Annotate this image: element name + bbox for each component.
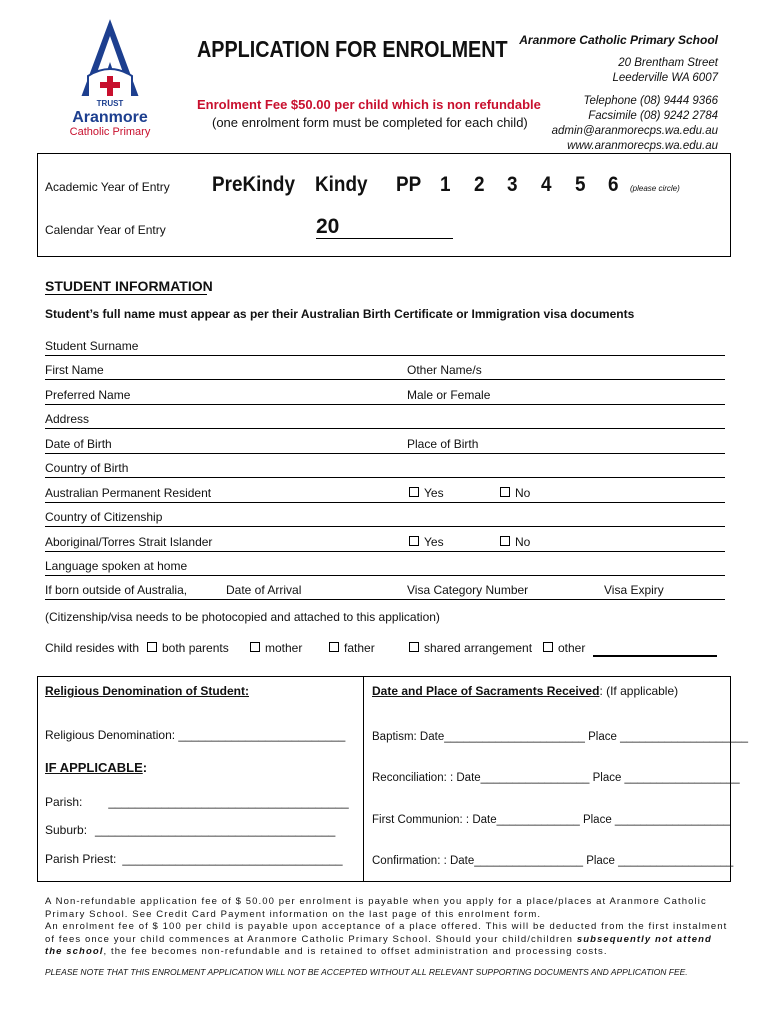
child-resides-row: [45, 641, 725, 657]
resides-father-option[interactable]: father: [329, 641, 375, 655]
resides-shared-option[interactable]: shared arrangement: [409, 641, 532, 655]
fee-subnote: (one enrolment form must be completed for each child): [212, 115, 528, 130]
acceptance-note: PLEASE NOTE THAT THIS ENROLMENT APPLICATION WILL NOT BE ACCEPTED WITHOUT ALL RELEVANT SUPPORTING DOCUMENTS AND APPLICATION FEE.: [45, 967, 688, 977]
resides-mother-option[interactable]: mother: [250, 641, 302, 655]
facsimile: Facsimile (08) 9242 2784: [588, 110, 718, 122]
address-label: Address: [45, 412, 90, 426]
parish-row[interactable]: [45, 795, 349, 809]
resides-shared-checkbox[interactable]: [409, 642, 419, 652]
dob-label: Date of Birth: [45, 437, 112, 451]
year-option-2[interactable]: 2: [474, 173, 485, 196]
school-address: [613, 56, 718, 86]
academic-year-label: Academic Year of Entry: [45, 180, 170, 194]
circle-note: (please circle): [630, 184, 680, 193]
resides-both-checkbox[interactable]: [147, 642, 157, 652]
suburb-row[interactable]: [45, 823, 335, 837]
calendar-year-prefix: 20: [316, 215, 340, 238]
confirmation-field[interactable]: Confirmation: : Date_________________ Place __________________: [372, 855, 734, 867]
year-option-6[interactable]: 6: [608, 173, 619, 196]
atsi-yes-option[interactable]: Yes: [409, 535, 444, 549]
date-of-arrival-label: Date of Arrival: [226, 583, 302, 597]
school-crest-logo: [58, 18, 162, 142]
name-instruction: Student’s full name must appear as per their Australian Birth Certificate or Immigration visa documents: [45, 307, 635, 321]
visa-row[interactable]: [45, 583, 725, 600]
atsi-no-checkbox[interactable]: [500, 536, 510, 546]
pr-yes-checkbox[interactable]: [409, 487, 419, 497]
sacraments-heading: Date and Place of Sacraments Received: (If applicable): [372, 684, 679, 698]
resides-mother-checkbox[interactable]: [250, 642, 260, 652]
birth-row[interactable]: [45, 437, 725, 454]
address-line-2: Leederville WA 6007: [612, 72, 718, 84]
preferred-name-label: Preferred Name: [45, 388, 131, 402]
year-option-pp[interactable]: PP: [396, 173, 422, 196]
resides-label: Child resides with: [45, 641, 140, 655]
resides-other-field[interactable]: [593, 641, 717, 657]
atsi-no-option[interactable]: No: [500, 535, 530, 549]
visa-expiry-label: Visa Expiry: [604, 583, 664, 597]
other-names-label: Other Name/s: [407, 363, 482, 377]
language-label: Language spoken at home: [45, 559, 188, 573]
year-option-kindy[interactable]: Kindy: [315, 173, 368, 196]
country-of-birth-field[interactable]: [45, 461, 725, 478]
country-of-birth-label: Country of Birth: [45, 461, 129, 475]
pr-no-option[interactable]: No: [500, 486, 530, 500]
year-option-5[interactable]: 5: [575, 173, 586, 196]
suburb-label: Suburb:: [45, 823, 88, 837]
religion-divider: [363, 676, 364, 882]
first-name-row[interactable]: [45, 363, 725, 380]
telephone: Telephone (08) 9444 9366: [583, 95, 718, 107]
page-title: APPLICATION FOR ENROLMENT: [197, 36, 508, 62]
first-communion-field[interactable]: First Communion: : Date_____________ Place __________________: [372, 814, 731, 826]
atsi-label: Aboriginal/Torres Strait Islander: [45, 535, 213, 549]
resides-other-option[interactable]: other: [543, 641, 585, 655]
parish-label: Parish:: [45, 795, 83, 809]
gender-label: Male or Female: [407, 388, 491, 402]
language-field[interactable]: [45, 559, 725, 576]
pr-yes-option[interactable]: Yes: [409, 486, 444, 500]
if-applicable-heading: IF APPLICABLE:: [45, 760, 148, 775]
logo-sub-text: Catholic Primary: [69, 126, 151, 138]
logo-trust-text: TRUST: [96, 99, 124, 108]
born-outside-label: If born outside of Australia,: [45, 583, 188, 597]
student-surname-field[interactable]: [45, 339, 725, 356]
year-of-entry-box: [37, 153, 731, 257]
website-link[interactable]: www.aranmorecps.wa.edu.au: [567, 140, 718, 152]
school-name: Aranmore Catholic Primary School: [519, 33, 718, 47]
priest-line: _________________________________: [122, 852, 343, 866]
logo-name-text: Aranmore: [72, 109, 148, 126]
calendar-year-field[interactable]: [316, 216, 453, 239]
religion-heading: Religious Denomination of Student:: [45, 684, 249, 698]
school-contact: [552, 94, 718, 154]
calendar-year-label: Calendar Year of Entry: [45, 223, 166, 237]
fee-notice: Enrolment Fee $50.00 per child which is non refundable: [197, 97, 541, 112]
student-surname-label: Student Surname: [45, 339, 139, 353]
resides-other-checkbox[interactable]: [543, 642, 553, 652]
year-option-prekindy[interactable]: PreKindy: [212, 173, 295, 196]
denomination-field[interactable]: Religious Denomination: _________________________: [45, 728, 346, 742]
priest-label: Parish Priest:: [45, 852, 117, 866]
parish-line: ____________________________________: [108, 795, 349, 809]
priest-row[interactable]: [45, 852, 343, 866]
enrolment-fee-paragraph: An enrolment fee of $ 100 per child is payable upon acceptance of a place offered. This will be deducted from the first instalment of fees once your child commences at Aranmore Catholic Primary School. Should your child/children subsequently not attend the school, the fee becomes non-refundable and is retained to offset administration and processing costs.: [45, 921, 728, 957]
email-link[interactable]: admin@aranmorecps.wa.edu.au: [551, 125, 718, 137]
resides-both-option[interactable]: both parents: [147, 641, 229, 655]
pob-label: Place of Birth: [407, 437, 479, 451]
citizenship-label: Country of Citizenship: [45, 510, 163, 524]
reconciliation-field[interactable]: Reconciliation: : Date_________________ Place __________________: [372, 772, 740, 784]
application-fee-paragraph: A Non-refundable application fee of $ 50.00 per enrolment is payable when you apply for a place/places at Aranmore Catholic Primary School. See Credit Card Payment information on the last page of this enrolment form.: [45, 896, 707, 920]
resides-father-checkbox[interactable]: [329, 642, 339, 652]
first-name-label: First Name: [45, 363, 104, 377]
address-field[interactable]: [45, 412, 725, 429]
pr-no-checkbox[interactable]: [500, 487, 510, 497]
year-option-3[interactable]: 3: [507, 173, 518, 196]
visa-note: (Citizenship/visa needs to be photocopied and attached to this application): [45, 610, 440, 624]
visa-category-label: Visa Category Number: [407, 583, 529, 597]
atsi-row: [45, 535, 725, 552]
citizenship-field[interactable]: [45, 510, 725, 527]
year-option-4[interactable]: 4: [541, 173, 552, 196]
address-line-1: 20 Brentham Street: [618, 57, 718, 69]
suburb-line: ____________________________________: [95, 823, 336, 837]
year-option-1[interactable]: 1: [440, 173, 451, 196]
preferred-name-row[interactable]: [45, 388, 725, 405]
permanent-resident-row: [45, 486, 725, 503]
permanent-resident-label: Australian Permanent Resident: [45, 486, 212, 500]
atsi-yes-checkbox[interactable]: [409, 536, 419, 546]
student-info-heading: STUDENT INFORMATION: [45, 278, 213, 294]
fee-information: [45, 896, 730, 959]
baptism-field[interactable]: Baptism: Date______________________ Place ____________________: [372, 731, 749, 743]
